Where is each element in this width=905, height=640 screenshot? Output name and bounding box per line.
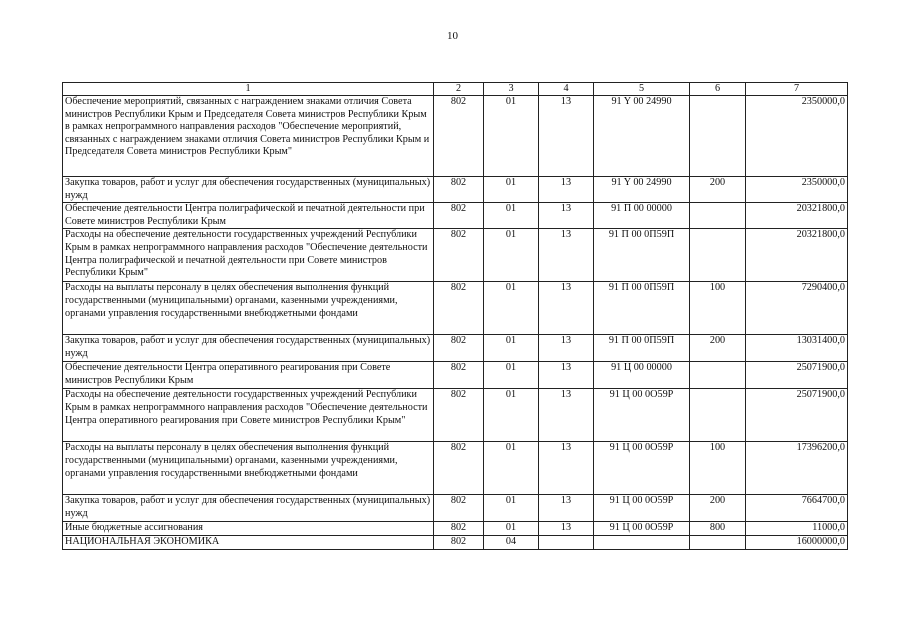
table-row bbox=[63, 282, 848, 335]
row-pr-code-cell: 13 bbox=[539, 335, 594, 362]
row-vr-code-cell: 200 bbox=[690, 495, 746, 522]
row-csr-code-cell: 91 Ц 00 0О59Р bbox=[594, 389, 690, 442]
row-sum-cell: 17396200,0 bbox=[746, 442, 848, 495]
row-name-cell: Обеспечение деятельности Центра полиграфической и печатной деятельности при Совете министров Республики Крым bbox=[63, 203, 434, 229]
row-gr-code-cell: 802 bbox=[434, 535, 484, 549]
row-sum-cell: 16000000,0 bbox=[746, 535, 848, 549]
row-vr-code-cell bbox=[690, 389, 746, 442]
row-name-cell: Расходы на выплаты персоналу в целях обеспечения выполнения функций государственными (муниципальными) органами, казенными учреждениями, органами управления государственными внебюджетными фондами bbox=[63, 442, 434, 495]
row-vr-code-cell bbox=[690, 96, 746, 177]
row-gr-code-cell: 802 bbox=[434, 203, 484, 229]
row-name-cell: Закупка товаров, работ и услуг для обеспечения государственных (муниципальных) нужд bbox=[63, 177, 434, 203]
row-name-cell: Расходы на выплаты персоналу в целях обеспечения выполнения функций государственными (муниципальными) органами, казенными учреждениями, органами управления государственными внебюджетными фондами bbox=[63, 282, 434, 335]
row-gr-code-cell: 802 bbox=[434, 522, 484, 536]
row-sum-cell: 11000,0 bbox=[746, 522, 848, 536]
row-rz-code-cell: 01 bbox=[484, 335, 539, 362]
row-vr-code-cell bbox=[690, 362, 746, 389]
header-col-3: 3 bbox=[484, 83, 539, 96]
row-pr-code-cell: 13 bbox=[539, 442, 594, 495]
row-vr-code-cell: 100 bbox=[690, 282, 746, 335]
row-sum-cell: 20321800,0 bbox=[746, 229, 848, 282]
row-rz-code-cell: 01 bbox=[484, 362, 539, 389]
table-row bbox=[63, 389, 848, 442]
header-col-5: 5 bbox=[594, 83, 690, 96]
row-rz-code-cell: 01 bbox=[484, 495, 539, 522]
table-row bbox=[63, 362, 848, 389]
row-gr-code-cell: 802 bbox=[434, 389, 484, 442]
row-gr-code-cell: 802 bbox=[434, 96, 484, 177]
header-col-7: 7 bbox=[746, 83, 848, 96]
table-header-row bbox=[63, 83, 848, 96]
row-gr-code-cell: 802 bbox=[434, 362, 484, 389]
table-row bbox=[63, 229, 848, 282]
table-row bbox=[63, 177, 848, 203]
row-name-cell: Расходы на обеспечение деятельности государственных учреждений Республики Крым в рамках непрограммного направления расходов "Обеспечение деятельности Центра оперативного реагирования при Совете министров Республики Крым" bbox=[63, 389, 434, 442]
row-pr-code-cell: 13 bbox=[539, 177, 594, 203]
row-name-cell: Обеспечение деятельности Центра оперативного реагирования при Совете министров Республики Крым bbox=[63, 362, 434, 389]
row-gr-code-cell: 802 bbox=[434, 335, 484, 362]
row-rz-code-cell: 01 bbox=[484, 96, 539, 177]
row-csr-code-cell: 91 Ц 00 00000 bbox=[594, 362, 690, 389]
row-csr-code-cell: 91 Y 00 24990 bbox=[594, 96, 690, 177]
row-vr-code-cell: 800 bbox=[690, 522, 746, 536]
row-sum-cell: 2350000,0 bbox=[746, 177, 848, 203]
row-pr-code-cell: 13 bbox=[539, 522, 594, 536]
row-pr-code-cell: 13 bbox=[539, 229, 594, 282]
row-pr-code-cell: 13 bbox=[539, 495, 594, 522]
row-pr-code-cell bbox=[539, 535, 594, 549]
header-col-1: 1 bbox=[63, 83, 434, 96]
row-csr-code-cell: 91 П 00 0П59П bbox=[594, 229, 690, 282]
row-sum-cell: 7664700,0 bbox=[746, 495, 848, 522]
row-vr-code-cell bbox=[690, 203, 746, 229]
row-sum-cell: 25071900,0 bbox=[746, 389, 848, 442]
row-pr-code-cell: 13 bbox=[539, 362, 594, 389]
row-csr-code-cell: 91 Y 00 24990 bbox=[594, 177, 690, 203]
page-number: 10 bbox=[447, 30, 458, 42]
row-rz-code-cell: 01 bbox=[484, 282, 539, 335]
table-row bbox=[63, 335, 848, 362]
row-gr-code-cell: 802 bbox=[434, 495, 484, 522]
row-csr-code-cell: 91 Ц 00 0О59Р bbox=[594, 495, 690, 522]
row-csr-code-cell: 91 П 00 0П59П bbox=[594, 282, 690, 335]
row-rz-code-cell: 01 bbox=[484, 203, 539, 229]
row-sum-cell: 25071900,0 bbox=[746, 362, 848, 389]
table-row bbox=[63, 495, 848, 522]
row-csr-code-cell: 91 П 00 00000 bbox=[594, 203, 690, 229]
row-csr-code-cell: 91 Ц 00 0О59Р bbox=[594, 522, 690, 536]
header-col-6: 6 bbox=[690, 83, 746, 96]
row-name-cell: Расходы на обеспечение деятельности государственных учреждений Республики Крым в рамках непрограммного направления расходов "Обеспечение деятельности Центра полиграфической и печатной деятельности при Совете министров Республики Крым" bbox=[63, 229, 434, 282]
row-sum-cell: 2350000,0 bbox=[746, 96, 848, 177]
table-row bbox=[63, 535, 848, 549]
row-vr-code-cell bbox=[690, 535, 746, 549]
table-row bbox=[63, 522, 848, 536]
header-col-2: 2 bbox=[434, 83, 484, 96]
row-sum-cell: 20321800,0 bbox=[746, 203, 848, 229]
row-rz-code-cell: 01 bbox=[484, 177, 539, 203]
row-rz-code-cell: 04 bbox=[484, 535, 539, 549]
row-gr-code-cell: 802 bbox=[434, 282, 484, 335]
table-row bbox=[63, 442, 848, 495]
row-name-cell: Закупка товаров, работ и услуг для обеспечения государственных (муниципальных) нужд bbox=[63, 335, 434, 362]
row-csr-code-cell bbox=[594, 535, 690, 549]
row-rz-code-cell: 01 bbox=[484, 389, 539, 442]
row-gr-code-cell: 802 bbox=[434, 177, 484, 203]
row-csr-code-cell: 91 Ц 00 0О59Р bbox=[594, 442, 690, 495]
row-sum-cell: 7290400,0 bbox=[746, 282, 848, 335]
row-pr-code-cell: 13 bbox=[539, 282, 594, 335]
row-rz-code-cell: 01 bbox=[484, 442, 539, 495]
row-vr-code-cell: 100 bbox=[690, 442, 746, 495]
row-vr-code-cell: 200 bbox=[690, 335, 746, 362]
row-name-cell: Иные бюджетные ассигнования bbox=[63, 522, 434, 536]
row-csr-code-cell: 91 П 00 0П59П bbox=[594, 335, 690, 362]
row-gr-code-cell: 802 bbox=[434, 229, 484, 282]
budget-table bbox=[62, 82, 848, 550]
row-name-cell: Обеспечение мероприятий, связанных с награждением знаками отличия Совета министров Республики Крым и Председателя Совета министров Республики Крым в рамках непрограммного направления расходов "Обеспечение мероприятий, связанных с награждением знаками отличия Совета министров Республики Крым и Председателя Совета министров Республики Крым" bbox=[63, 96, 434, 177]
row-sum-cell: 13031400,0 bbox=[746, 335, 848, 362]
table-row bbox=[63, 96, 848, 177]
row-rz-code-cell: 01 bbox=[484, 522, 539, 536]
row-vr-code-cell bbox=[690, 229, 746, 282]
row-vr-code-cell: 200 bbox=[690, 177, 746, 203]
row-rz-code-cell: 01 bbox=[484, 229, 539, 282]
table-row bbox=[63, 203, 848, 229]
row-pr-code-cell: 13 bbox=[539, 389, 594, 442]
header-col-4: 4 bbox=[539, 83, 594, 96]
row-pr-code-cell: 13 bbox=[539, 203, 594, 229]
row-name-cell: НАЦИОНАЛЬНАЯ ЭКОНОМИКА bbox=[63, 535, 434, 549]
row-gr-code-cell: 802 bbox=[434, 442, 484, 495]
row-pr-code-cell: 13 bbox=[539, 96, 594, 177]
row-name-cell: Закупка товаров, работ и услуг для обеспечения государственных (муниципальных) нужд bbox=[63, 495, 434, 522]
